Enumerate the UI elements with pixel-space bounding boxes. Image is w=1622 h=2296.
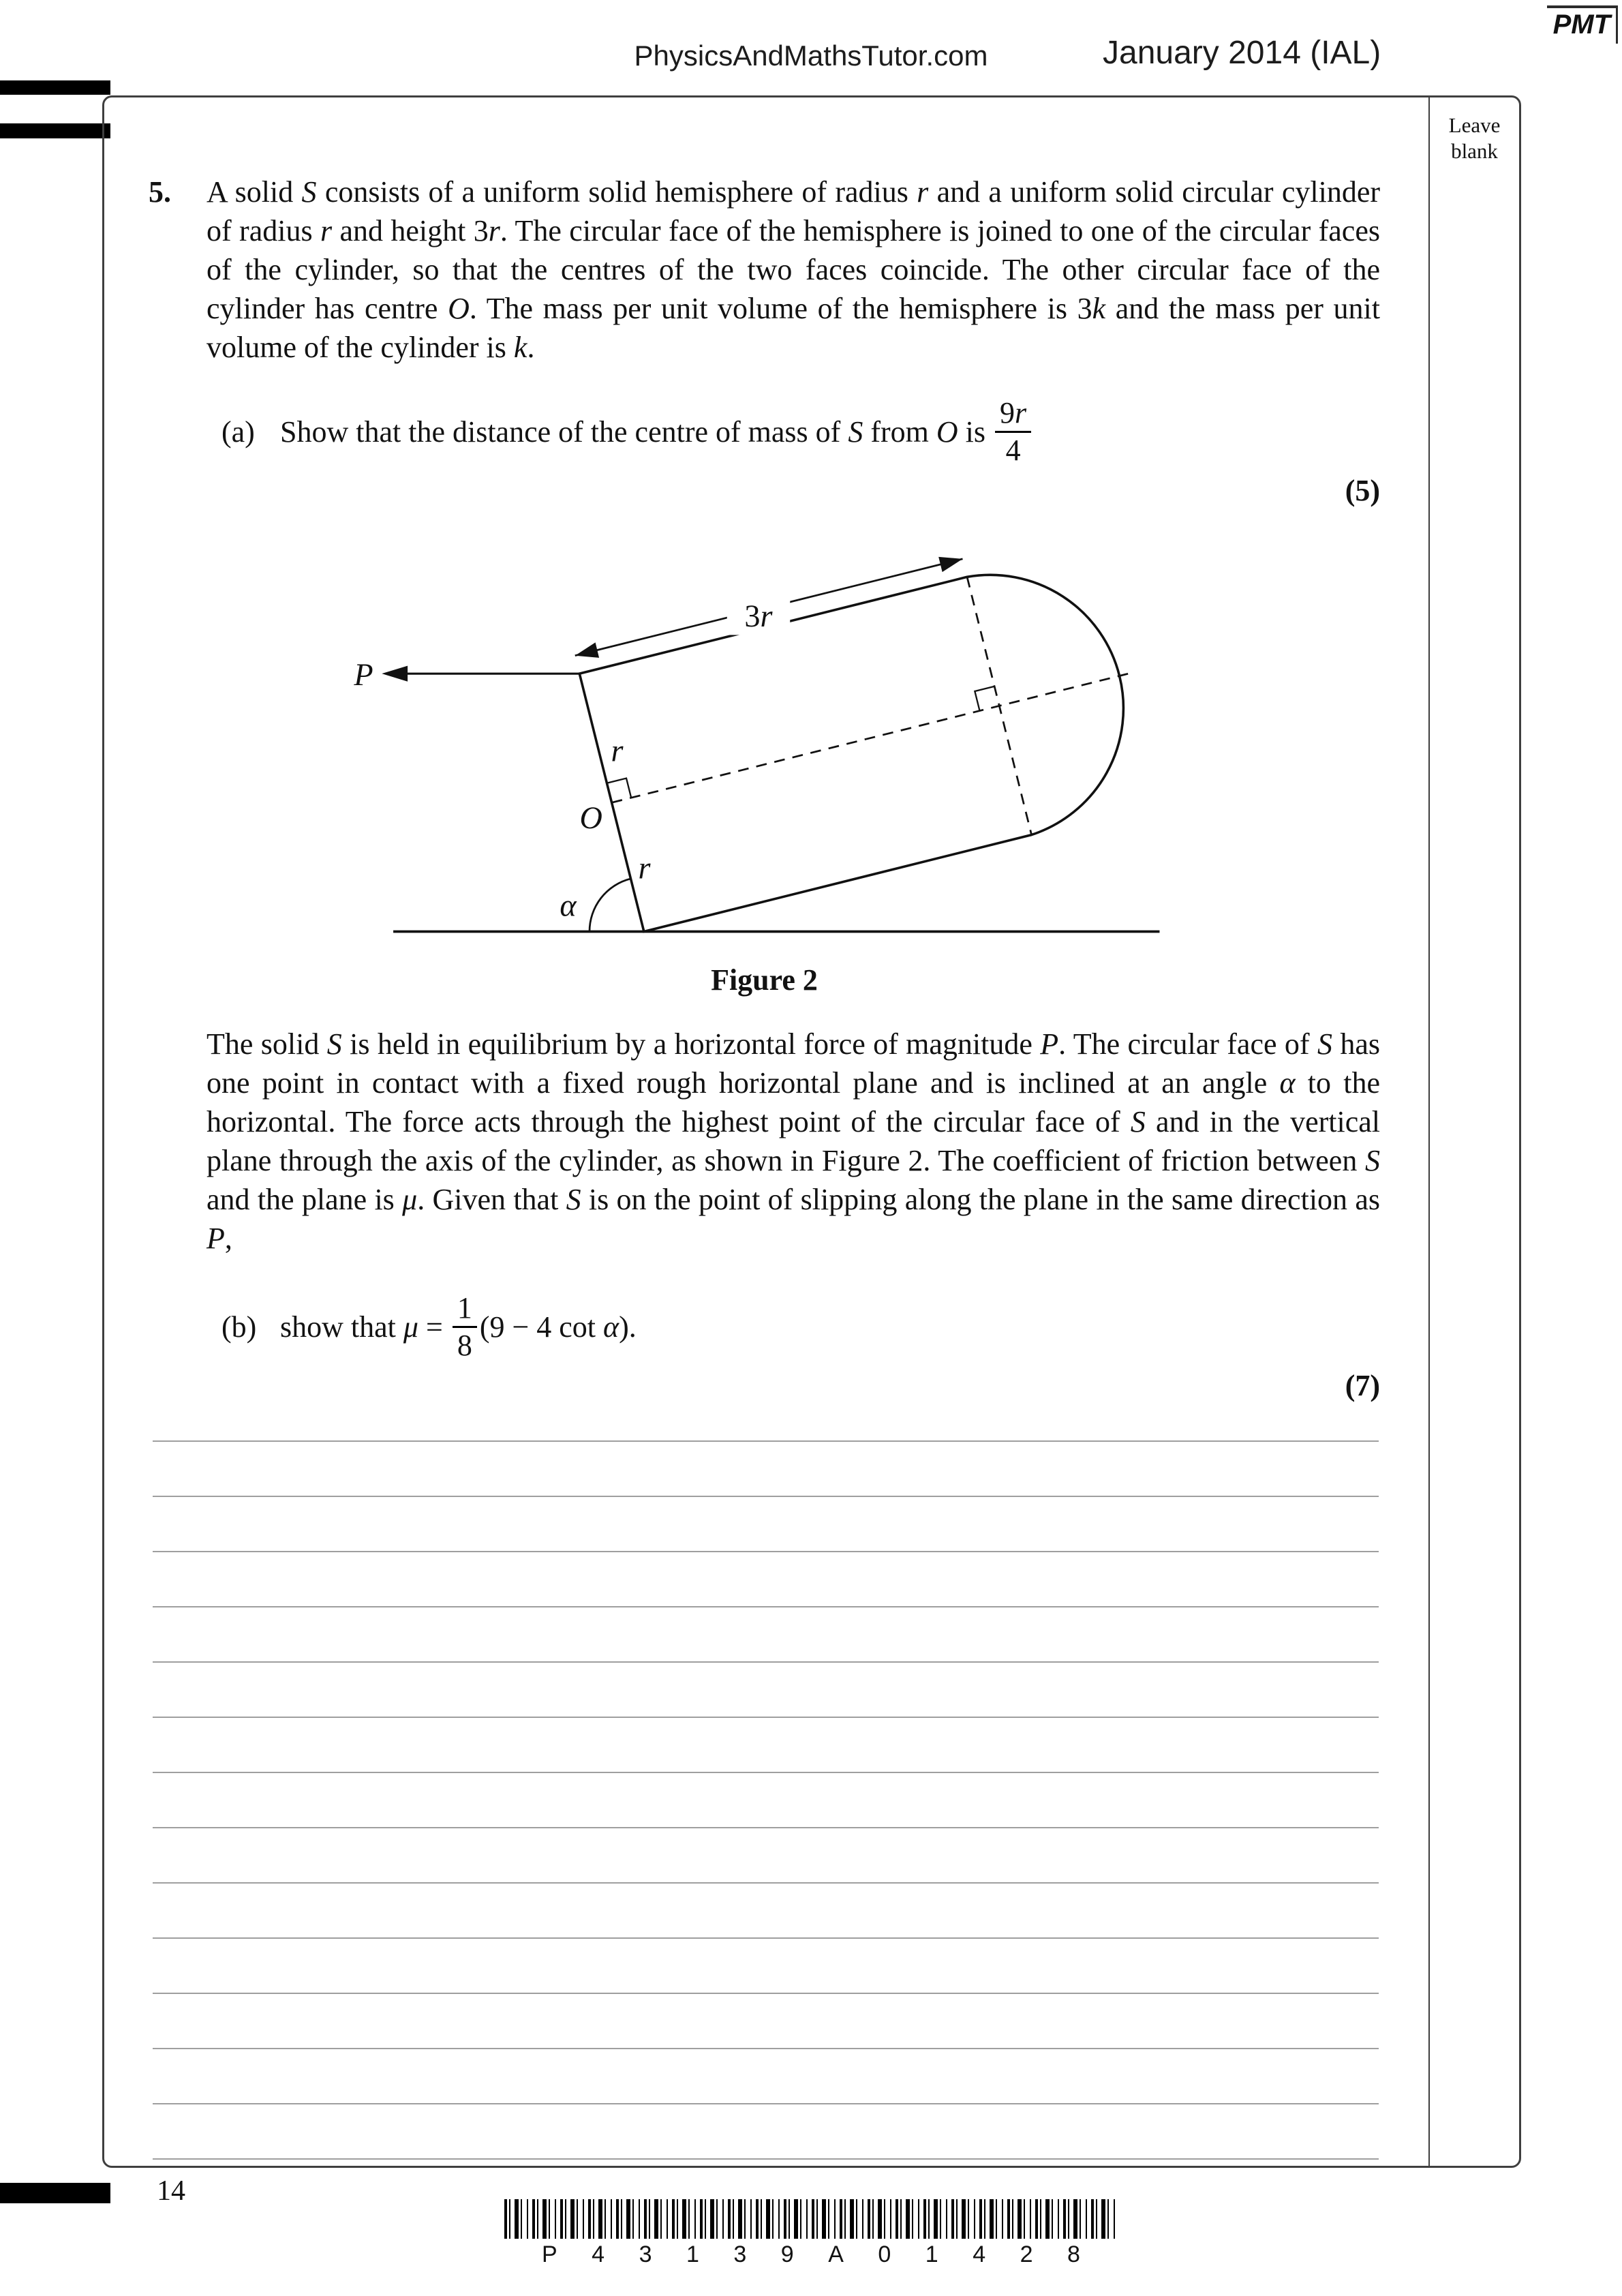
text-segment: = xyxy=(418,1310,443,1344)
text-segment: . The circular face of xyxy=(1058,1027,1317,1061)
question-intro-row xyxy=(149,172,1380,367)
answer-line xyxy=(153,1882,1379,1937)
barcode-text xyxy=(542,2241,1080,2268)
text-segment: (9 − 4 cot xyxy=(479,1310,604,1344)
site-header: PhysicsAndMathsTutor.com xyxy=(634,40,988,72)
text-segment: ). xyxy=(619,1310,637,1344)
text-segment: is xyxy=(958,414,985,449)
fraction-9r-over-4 xyxy=(995,395,1031,468)
question-body-paragraph xyxy=(206,1025,1380,1258)
text-segment: μ xyxy=(403,1310,418,1344)
answer-line xyxy=(153,1440,1379,1496)
barcode-char: A xyxy=(828,2241,844,2267)
text-segment: and height 3 xyxy=(332,214,489,247)
part-b-row xyxy=(221,1290,1380,1363)
text-segment: show that xyxy=(280,1310,403,1344)
fraction-denominator: 4 xyxy=(1005,433,1021,467)
answer-line xyxy=(153,1993,1379,2048)
text-segment: . The mass per unit volume of the hemisphere is 3 xyxy=(469,292,1092,325)
dimension-label xyxy=(744,599,773,633)
text-segment: α xyxy=(603,1310,619,1344)
barcode xyxy=(504,2199,1118,2268)
answer-line xyxy=(153,1496,1379,1551)
fraction-denominator: 8 xyxy=(457,1328,472,1362)
solid-outline xyxy=(579,575,1123,931)
text-segment: S xyxy=(1365,1143,1380,1177)
answer-line xyxy=(153,2048,1379,2103)
text-segment: r xyxy=(320,214,333,247)
barcode-char: 1 xyxy=(925,2241,938,2267)
dimension-variable: r xyxy=(760,598,773,633)
leave-blank-label: blank xyxy=(1451,139,1498,163)
dimension-arrowhead-left xyxy=(575,642,599,657)
text-segment: 9 xyxy=(1000,396,1015,429)
text-segment: is held in equilibrium by a horizontal force of magnitude xyxy=(341,1027,1041,1061)
answer-line xyxy=(153,1937,1379,1993)
answer-line xyxy=(153,1717,1379,1772)
part-b-expression xyxy=(480,1308,637,1346)
text-segment: O xyxy=(936,414,958,449)
radius-lower-label: r xyxy=(638,850,651,886)
figure-2-diagram xyxy=(336,530,1181,953)
fraction-numerator xyxy=(995,395,1031,433)
text-segment: and the plane is xyxy=(206,1182,403,1216)
barcode-char: 9 xyxy=(780,2241,794,2267)
answer-lines xyxy=(153,1440,1379,2168)
radius-upper-label: r xyxy=(611,733,624,768)
question-intro-paragraph xyxy=(206,172,1380,367)
barcode-char: 1 xyxy=(686,2241,699,2267)
part-a-prompt xyxy=(280,412,985,451)
text-segment: r xyxy=(488,214,500,247)
registration-bar xyxy=(0,123,110,138)
leave-blank-label: Leave xyxy=(1448,113,1501,137)
barcode-char: 4 xyxy=(973,2241,986,2267)
text-segment: . The circular face of the hemisphere is joined to one of the circular faces of the cylinder, so that the centres of the two faces coincide. The other circular face of the cylinder has centre xyxy=(206,214,1380,325)
barcode-char: 0 xyxy=(878,2241,891,2267)
barcode-char: 4 xyxy=(592,2241,605,2267)
centre-O-label: O xyxy=(579,800,602,835)
answer-line xyxy=(153,1661,1379,1717)
answer-line xyxy=(153,1827,1379,1882)
angle-label: α xyxy=(560,888,577,923)
part-b-label: (b) xyxy=(221,1310,257,1344)
text-segment: , xyxy=(224,1221,232,1255)
barcode-char: 3 xyxy=(733,2241,747,2267)
text-segment: has one point in contact with a fixed rough horizontal plane and is inclined at an angle xyxy=(206,1027,1380,1100)
barcode-char: P xyxy=(542,2241,557,2267)
text-segment: S xyxy=(566,1182,581,1216)
answer-line xyxy=(153,1606,1379,1661)
text-segment: O xyxy=(448,292,470,325)
answer-line xyxy=(153,2103,1379,2158)
text-segment: P xyxy=(1040,1027,1059,1061)
answer-line xyxy=(153,2158,1379,2168)
text-segment: r xyxy=(917,175,929,209)
text-segment: and the mass per unit volume of the cylinder is xyxy=(206,292,1380,364)
dimension-number: 3 xyxy=(744,598,761,633)
text-segment: is on the point of slipping along the plane in the same direction as xyxy=(581,1182,1380,1216)
answer-line xyxy=(153,1772,1379,1827)
question-box xyxy=(102,95,1521,2168)
part-a-label: (a) xyxy=(221,414,255,449)
page-number: 14 xyxy=(157,2175,185,2207)
question-number: 5. xyxy=(149,175,171,209)
fraction-1-over-8 xyxy=(453,1290,477,1363)
exam-session: January 2014 (IAL) xyxy=(1103,35,1381,71)
text-segment: k xyxy=(513,331,527,364)
question-content xyxy=(104,97,1428,2166)
force-label: P xyxy=(354,656,373,692)
text-segment: and in the vertical plane through the axis of the cylinder, as shown in Figure 2. The coefficient of friction between xyxy=(206,1104,1380,1177)
fraction-numerator: 1 xyxy=(453,1290,477,1328)
part-b-marks: (7) xyxy=(1345,1368,1380,1402)
registration-bar xyxy=(0,80,110,95)
registration-bar xyxy=(0,2183,110,2203)
answer-line xyxy=(153,1551,1379,1606)
text-segment: S xyxy=(1130,1104,1146,1138)
text-segment: r xyxy=(1015,396,1027,429)
text-segment: μ xyxy=(402,1182,418,1216)
barcode-bars xyxy=(504,2199,1118,2239)
text-segment: S xyxy=(1317,1027,1332,1061)
part-a-row xyxy=(221,395,1380,468)
text-segment: . xyxy=(527,331,535,364)
barcode-char: 8 xyxy=(1067,2241,1080,2267)
text-segment: to the horizontal. The force acts through the highest point of the circular face of xyxy=(206,1066,1380,1138)
part-a-marks: (5) xyxy=(1345,473,1380,507)
axis-dashed-line xyxy=(612,674,1129,802)
barcode-char: 2 xyxy=(1020,2241,1033,2267)
text-segment: S xyxy=(848,414,863,449)
text-segment: The solid xyxy=(206,1027,327,1061)
angle-arc xyxy=(590,879,631,932)
figure-2 xyxy=(336,530,1181,953)
join-face-dashed-line xyxy=(967,577,1032,834)
text-segment: Show that the distance of the centre of mass of xyxy=(280,414,848,449)
part-b-prompt xyxy=(280,1308,443,1346)
barcode-char: 3 xyxy=(639,2241,652,2267)
text-segment: α xyxy=(1279,1066,1296,1100)
text-segment: . Given that xyxy=(417,1182,566,1216)
text-segment: k xyxy=(1092,292,1106,325)
text-segment: P xyxy=(206,1221,225,1255)
text-segment: from xyxy=(863,414,936,449)
text-segment: consists of a uniform solid hemisphere of radius xyxy=(316,175,917,209)
text-segment: and a uniform solid circular cylinder of radius xyxy=(206,175,1381,247)
figure-caption: Figure 2 xyxy=(711,963,818,997)
force-arrowhead xyxy=(382,665,408,681)
text-segment: S xyxy=(326,1027,342,1061)
text-segment: A solid xyxy=(206,175,302,209)
text-segment: S xyxy=(301,175,317,209)
pmt-watermark: PMT xyxy=(1547,5,1618,44)
dimension-arrowhead-right xyxy=(938,557,962,572)
leave-blank-column xyxy=(1428,97,1519,2166)
